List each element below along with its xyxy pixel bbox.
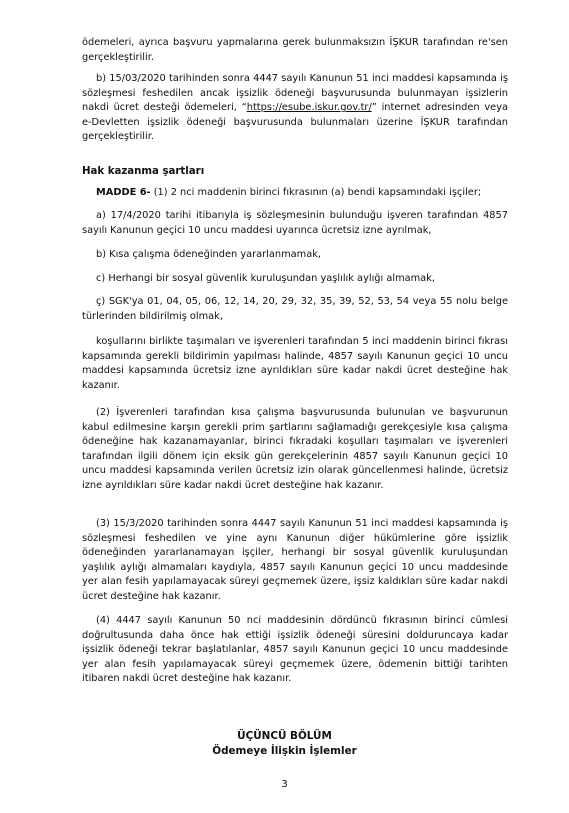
paragraph-2: (2) İşverenleri tarafından kısa çalışma başvurusunda bulunulan ve başvurunun kabul edilmesine karşın gerekli prim şartlarını sağlamadığı gerekçesiyle kısa çalışma ödeneğine hak kazanamayanlar, birinci fıkradaki koşulları taşımaları ve işverenleri tarafından ilgili dönem için eksik gün gerekçelerinin 4857 sayılı Kanunun geçici 10 uncu maddesi kapsamında verilen ücretsiz izin olarak güncellenmesi halinde, ücretsiz izne ayrıldıkları süre kadar nakdi ücret desteğine hak kazanır.	[82, 407, 508, 491]
paragraph-b-text-2: ” internet adresinden veya e-Devletten işsizlik ödeneği başvurusunda bulunmaları üzerine İŞKUR tarafından gerçekleştirilir.	[82, 102, 508, 143]
conditions-paragraph: koşullarını birlikte taşımaları ve işverenleri tarafından 5 inci maddenin birinci fıkrası kapsamında gerekli bildirimin yapılması halinde, 4857 sayılı Kanunun geçici 10 uncu maddesi kapsamında ücretsiz izne ayrıldıkları süre kadar nakdi ücret desteğine hak kazanır.	[82, 336, 508, 391]
item-c: c) Herhangi bir sosyal güvenlik kuruluşundan yaşlılık aylığı almamak,	[96, 273, 435, 284]
madde-6-text: (1) 2 nci maddenin birinci fıkrasının (a) bendi kapsamındaki işçiler;	[150, 187, 482, 198]
page-number: 3	[281, 779, 288, 790]
paragraph-4: (4) 4447 sayılı Kanunun 50 nci maddesinin dördüncü fıkrasının birinci cümlesi doğrultusunda daha önce hak ettiği işsizlik ödeneği süresini dolduruncaya kadar işsizlik ödeneği tekrar başlatılanlar, 4857 sayılı Kanunun geçici 10 uncu maddesinde yer alan fesih yapılamayacak süreyi geçmemek üzere, ödemenin bittiği tarihten itibaren nakdi ücret desteğine hak kazanır.	[82, 615, 508, 685]
chapter-subtitle: Ödemeye İlişkin İşlemler	[212, 745, 357, 757]
item-b: b) Kısa çalışma ödeneğinden yararlanmamak,	[96, 249, 321, 260]
paragraph-3: (3) 15/3/2020 tarihinden sonra 4447 sayılı Kanunun 51 inci maddesi kapsamında iş sözleşmesi feshedilen ve yine aynı Kanunun diğer hükümlerine göre işsizlik ödeneğinden yararlanamayan işçiler, herhangi bir sosyal güvenlik kuruluşundan yaşlılık aylığı almamaları kaydıyla, 4857 sayılı Kanunun geçici 10 uncu maddesinde yer alan fesih yapılamayacak süreyi geçmemek üzere, işsiz kaldıkları süre kadar nakdi ücret desteğine hak kazanır.	[82, 518, 508, 602]
madde-6-intro	[82, 186, 508, 201]
section-title: Hak kazanma şartları	[82, 166, 205, 177]
madde-label: MADDE 6-	[96, 187, 151, 198]
paragraph-b-text-1: b) 15/03/2020 tarihinden sonra 4447 sayılı Kanunun 51 inci maddesi kapsamında iş sözleşmesi feshedilen ancak işsizlik ödeneği başvurusunda bulunmayan işsizlerin nakdi ücret desteği ödemeleri, “	[82, 73, 508, 114]
chapter-title: ÜÇÜNCÜ BÖLÜM	[237, 730, 332, 742]
item-a: a) 17/4/2020 tarihi itibarıyla iş sözleşmesinin bulunduğu işveren tarafından 4857 sayılı Kanunun geçici 10 uncu maddesi uyarınca ücretsiz izne ayrılmak,	[82, 210, 508, 236]
iskur-link[interactable]: https://esube.iskur.gov.tr/	[246, 102, 372, 114]
intro-continuation: ödemeleri, ayrıca başvuru yapmalarına gerek bulunmaksızın İŞKUR tarafından re'sen gerçekleştirilir.	[82, 37, 508, 63]
paragraph-b	[82, 72, 508, 145]
item-cc: ç) SGK'ya 01, 04, 05, 06, 12, 14, 20, 29, 32, 35, 39, 52, 53, 54 veya 55 nolu belge türlerinden bildirilmiş olmak,	[82, 296, 508, 322]
